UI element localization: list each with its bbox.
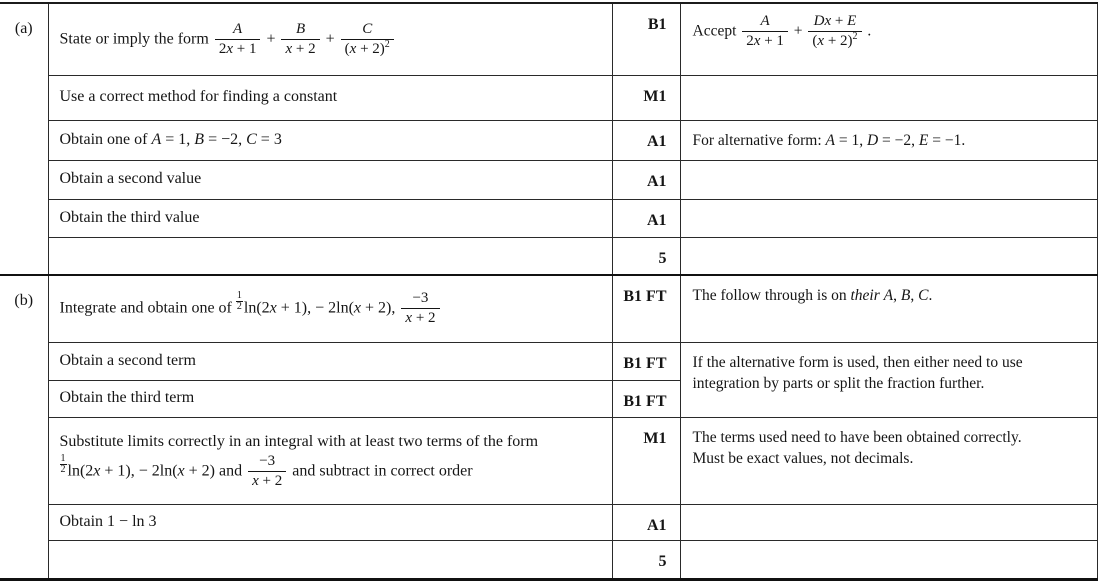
fraction-denominator: $(x + 2)^2$ <box>812 31 858 50</box>
criterion-cell: Obtain the third value <box>48 199 612 237</box>
criterion-cell <box>48 540 612 579</box>
fraction-denominator: 2 <box>60 464 66 476</box>
math-variable: x <box>817 33 825 50</box>
comment-cell <box>680 199 1097 237</box>
table-row <box>0 275 1097 342</box>
math-variable: x <box>353 299 362 317</box>
fraction-denominator: 2x + 1 <box>746 33 784 50</box>
fraction-denominator: $(x + 2)^2$ <box>344 38 390 57</box>
criterion-cell: Obtain 1 − ln 3 <box>48 504 612 540</box>
comment-cell: If the alternative form is used, then either need to use integration by parts or split the fraction further. <box>680 342 1097 417</box>
fraction-numerator: Dx + E <box>808 13 861 32</box>
table-row <box>0 75 1097 120</box>
mark-cell: A1 <box>612 504 680 540</box>
math-variable: C <box>918 287 929 304</box>
table-row <box>0 504 1097 540</box>
superscript: 2 <box>384 38 390 50</box>
criterion-cell: Obtain one of A = 1, B = −2, C = 3 <box>48 120 612 160</box>
math-variable: B <box>900 287 911 304</box>
math-variable: B <box>194 130 205 148</box>
part-label-b: (b) <box>0 275 48 579</box>
math-variable: C <box>362 20 373 37</box>
table-row <box>0 237 1097 275</box>
fraction-denominator: x + 2 <box>285 40 316 57</box>
fraction-numerator <box>742 13 788 32</box>
mark-cell: B1 FT <box>612 342 680 380</box>
mark-cell: B1 <box>612 3 680 75</box>
table-row <box>0 160 1097 199</box>
fraction-denominator: x + 2 <box>405 310 436 327</box>
fraction-numerator <box>281 21 319 40</box>
comment-cell <box>680 160 1097 199</box>
total-marks-cell: 5 <box>612 237 680 275</box>
mark-scheme-table <box>0 2 1098 581</box>
math-variable: E <box>918 131 929 149</box>
table-row <box>0 3 1097 75</box>
comment-cell <box>680 540 1097 579</box>
math-fraction <box>341 21 394 59</box>
mark-cell: B1 FT <box>612 275 680 342</box>
math-variable: x <box>177 462 185 480</box>
math-fraction <box>215 21 261 59</box>
math-variable: x <box>285 40 293 57</box>
comment-cell: The follow through is on their A, B, C. <box>680 275 1097 342</box>
mark-cell: M1 <box>612 417 680 504</box>
mark-cell: B1 FT <box>612 380 680 417</box>
math-variable: D <box>866 131 879 149</box>
math-variable: C <box>246 130 257 148</box>
mark-cell: M1 <box>612 75 680 120</box>
comment-cell: For alternative form: A = 1, D = −2, E = −1. <box>680 120 1097 160</box>
math-fraction <box>236 291 243 313</box>
math-fraction <box>60 454 67 476</box>
math-variable: x <box>269 299 277 317</box>
math-variable: A <box>760 13 770 29</box>
math-fraction <box>248 453 286 491</box>
criterion-cell: Substitute limits correctly in an integral with at least two terms of the form $\frac{1}{2}$ ln(2x + 1), − 2ln(x + 2) and $\frac{-3}{x + 2}$ and subtract in correct order <box>48 417 612 504</box>
math-variable: Dx <box>813 13 832 29</box>
criterion-cell: Obtain a second value <box>48 160 612 199</box>
math-variable: x <box>93 462 101 480</box>
math-variable: their <box>850 287 880 304</box>
math-variable: x <box>405 310 413 327</box>
superscript: 2 <box>852 31 858 43</box>
fraction-denominator: 2 <box>236 301 242 313</box>
math-variable: A <box>825 131 835 149</box>
table-row <box>0 417 1097 504</box>
math-variable: x <box>252 473 259 490</box>
comment-cell <box>680 504 1097 540</box>
mark-cell: A1 <box>612 120 680 160</box>
math-variable: E <box>847 13 857 29</box>
criterion-cell: Obtain a second term <box>48 342 612 380</box>
part-label-a: (a) <box>0 3 48 275</box>
math-variable: A <box>151 130 162 148</box>
math-fraction <box>742 13 788 51</box>
math-variable: x <box>349 40 357 57</box>
table-row <box>0 342 1097 380</box>
fraction-denominator: x + 2 <box>252 473 283 490</box>
mark-cell: A1 <box>612 199 680 237</box>
math-fraction <box>808 13 861 51</box>
criterion-cell: Use a correct method for finding a constant <box>48 75 612 120</box>
table-row <box>0 120 1097 160</box>
fraction-numerator <box>341 21 394 40</box>
fraction-numerator: −3 <box>401 290 439 309</box>
criterion-cell: Obtain the third term <box>48 380 612 417</box>
table-row <box>0 199 1097 237</box>
comment-cell: The terms used need to have been obtained correctly. Must be exact values, not decimals. <box>680 417 1097 504</box>
math-variable: A <box>233 20 243 37</box>
math-variable: x <box>226 40 233 57</box>
criterion-cell <box>48 237 612 275</box>
criterion-cell: State or imply the form $\frac{A}{2x + 1}$ + $\frac{B}{x + 2}$ + $\frac{C}{(x + 2)^2}$ <box>48 3 612 75</box>
fraction-numerator <box>215 21 261 40</box>
comment-cell <box>680 75 1097 120</box>
criterion-cell: Integrate and obtain one of $\frac{1}{2}$ ln(2x + 1), − 2ln(x + 2), $\frac{-3}{x + 2}$ <box>48 275 612 342</box>
fraction-numerator: 1 <box>60 452 66 464</box>
fraction-numerator: 1 <box>236 289 242 301</box>
mark-cell: A1 <box>612 160 680 199</box>
math-fraction <box>281 21 319 59</box>
math-fraction <box>401 290 439 328</box>
fraction-numerator: −3 <box>248 453 286 472</box>
math-variable: A <box>883 287 894 304</box>
math-variable: B <box>295 20 306 37</box>
comment-cell: Accept $\frac{A}{2x + 1}$ + $\frac{Dx + E}{(x + 2)^2}$ . <box>680 3 1097 75</box>
comment-cell <box>680 237 1097 275</box>
math-variable: x <box>753 33 761 50</box>
table-row <box>0 540 1097 579</box>
total-marks-cell: 5 <box>612 540 680 579</box>
fraction-denominator: 2x + 1 <box>218 40 257 57</box>
